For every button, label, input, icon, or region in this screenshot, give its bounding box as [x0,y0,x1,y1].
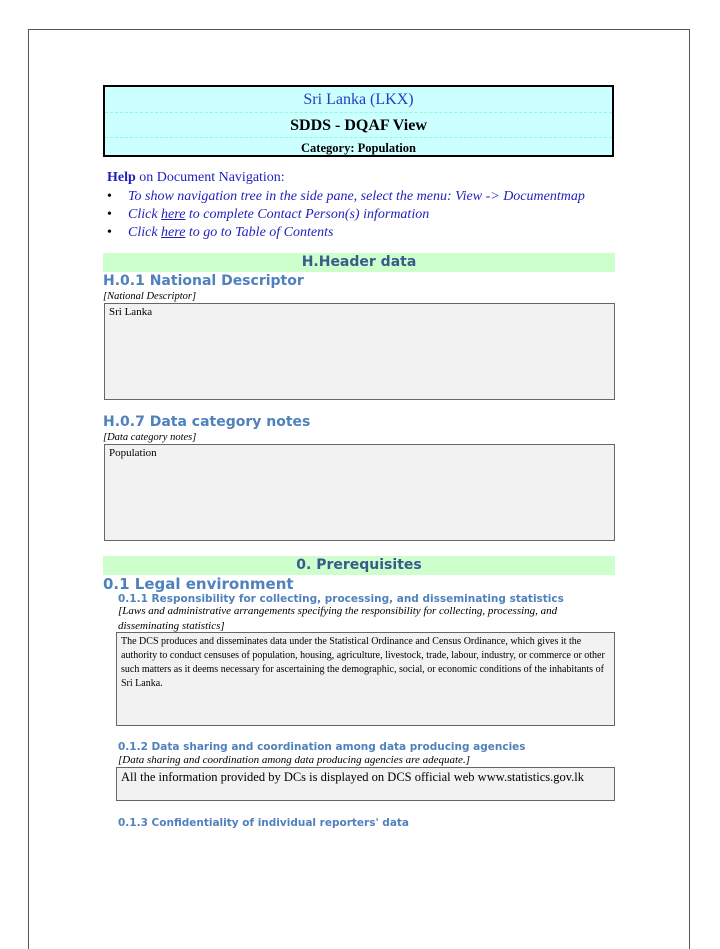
s012-heading: 0.1.2 Data sharing and coordination among data producing agencies [118,741,526,753]
help-suffix: on Document Navigation: [135,170,285,185]
h07-field[interactable]: Population [104,444,615,541]
h01-label: [National Descriptor] [103,291,197,302]
s012-field[interactable]: All the information provided by DCs is displayed on DCS official web www.statistics.gov.lk [116,767,615,801]
section-prerequisites: 0. Prerequisites [103,556,615,575]
legal-heading: 0.1 Legal environment [103,575,294,593]
section-header-data: H.Header data [103,253,615,272]
help-label: Help [107,170,136,185]
help-line [107,170,285,186]
contact-here-link[interactable]: here [161,207,186,222]
category-title: Category: Population [105,137,612,158]
view-title: SDDS - DQAF View [105,112,612,138]
s012-label: [Data sharing and coordination among data producing agencies are adequate.] [118,754,470,766]
h01-field[interactable]: Sri Lanka [104,303,615,400]
help-list [107,188,585,242]
toc-here-link[interactable]: here [161,225,186,240]
help-item-toc: • Click here to go to Table of Contents [107,225,334,240]
h01-heading: H.0.1 National Descriptor [103,273,304,289]
s011-field[interactable]: The DCS produces and disseminates data under the Statistical Ordinance and Census Ordinance, which gives it the authority to conduct censuses of population, housing, agriculture, livestock, trade, labour, industry, or commerce or other such matters as it deems necessary for ascertaining the demographic, social, or economic conditions of the inhabitants of Sri Lanka. [116,632,615,726]
title-box [103,85,614,157]
help-item-contact: • Click here to complete Contact Person(s) information [107,207,430,222]
bullet-icon: • [107,207,112,222]
h07-label: [Data category notes] [103,432,197,443]
s013-heading: 0.1.3 Confidentiality of individual reporters' data [118,817,410,829]
s011-heading: 0.1.1 Responsibility for collecting, processing, and disseminating statistics [118,593,564,605]
country-title: Sri Lanka (LKX) [303,91,414,108]
bullet-icon: • [107,225,112,240]
help-item-docmap: • To show navigation tree in the side pane, select the menu: View -> Documentmap [107,189,585,204]
h07-heading: H.0.7 Data category notes [103,414,311,430]
s011-label: [Laws and administrative arrangements specifying the responsibility for collecting, processing, and disseminating statistics] [118,605,558,632]
bullet-icon: • [107,189,112,204]
